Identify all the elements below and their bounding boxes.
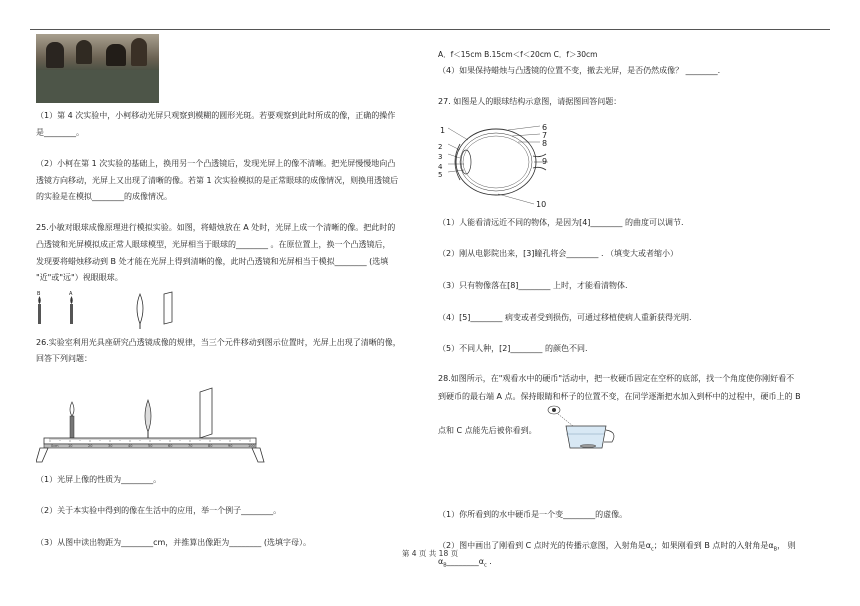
light-screen bbox=[164, 292, 172, 324]
q26-part4: （4）如果保持蜡烛与凸透镜的位置不变，撤去光屏，是否仍然成像？ ________. bbox=[438, 66, 721, 75]
q27-part4: （4）[5]________ 病变或者受到损伤，可通过移植使病人重新获得光明. bbox=[438, 313, 692, 322]
label-a: A bbox=[69, 291, 73, 297]
q25-line4: "近"或"远"）视眼眼球。 bbox=[36, 273, 123, 282]
eye-label-1: 1 bbox=[440, 126, 446, 135]
eye-label-5: 5 bbox=[438, 171, 443, 179]
eye-label-6: 6 bbox=[542, 123, 548, 132]
q27-part3: （3）只有物像落在[8]________ 上时，才能看清物体. bbox=[438, 281, 628, 290]
q26-part1: （1）光屏上像的性质为________。 bbox=[36, 475, 162, 484]
bench-tick-label: 100 bbox=[248, 444, 255, 448]
bench-tick-label: 60 bbox=[168, 444, 173, 448]
eye-label-9: 9 bbox=[542, 157, 548, 166]
q25-line2: 凸透镜和光屏模拟成正常人眼球模型，光屏相当于眼球的________ 。在原位置上，换一个凸透镜后， bbox=[36, 240, 391, 249]
label-b: B bbox=[37, 291, 41, 297]
q24-part1: （1）第 4 次实验中，小柯移动光屏只观察到模糊的圆形光斑。若要观察到此时所成的像，正确的操作 bbox=[36, 111, 396, 120]
q24-part2-line3: 的实验是在模拟________的成像情况。 bbox=[36, 192, 172, 201]
bench-tick-label: 90 bbox=[228, 444, 233, 448]
q28-line2: 到硬币的最右端 A 点。保持眼睛和杯子的位置不变，在同学逐渐把水加入到杯中的过程中，硬币上的 B bbox=[438, 392, 801, 401]
bench-screen bbox=[200, 388, 212, 438]
eye-structure-diagram bbox=[438, 118, 568, 208]
q26-part3: （3）从图中读出物距为________cm，并推算出像距为________ (选填字母）。 bbox=[36, 538, 311, 547]
bench-leg-left bbox=[36, 448, 48, 462]
bench-tick-label: 20 bbox=[88, 444, 93, 448]
bench-tick-label: 70 bbox=[188, 444, 193, 448]
q28-line1: 28.如图所示，在"观看水中的硬币"活动中，把一枚硬币固定在空杯的底部，找一个角度使你刚好看不 bbox=[438, 374, 795, 383]
q25-line1: 25.小敏对眼球成像原理进行模拟实验。如图，将蜡烛放在 A 处时，光屏上成一个清晰的像。把此时的 bbox=[36, 223, 396, 232]
header-rule bbox=[30, 29, 830, 30]
eye-label-8: 8 bbox=[542, 139, 548, 148]
bench-lens bbox=[145, 400, 151, 438]
q27-title: 27. 如图是人的眼球结构示意图，请据图回答问题： bbox=[438, 97, 622, 106]
bench-tick-label: 50 bbox=[148, 444, 153, 448]
q26-line2: 回答下列问题： bbox=[36, 354, 92, 363]
eye-label-10: 10 bbox=[536, 200, 547, 209]
eye-label-4: 4 bbox=[438, 163, 443, 171]
q27-part5: （5）不同人种，[2]________ 的颜色不同. bbox=[438, 344, 588, 353]
optical-bench-figure bbox=[36, 384, 266, 464]
q25-figure bbox=[36, 290, 186, 330]
q26-line1: 26.实验室利用光具座研究凸透镜成像的规律，当三个元件移动到图示位置时，光屏上出现了清晰的像， bbox=[36, 338, 401, 347]
q26-options: A．f＜15cm B.15cm＜f＜20cm C．f＞30cm bbox=[438, 50, 598, 59]
q28-line3: 点和 C 点能先后被你看到。 bbox=[438, 426, 537, 435]
bench-zero-label: 0cm bbox=[51, 444, 59, 448]
eye-label-7: 7 bbox=[542, 131, 548, 140]
bench-leg-right bbox=[252, 448, 264, 462]
q24-part1-blank: 是________。 bbox=[36, 128, 84, 137]
q24-part2-line2: 透镜方向移动，光屏上又出现了清晰的像。若第 1 次实验模拟的是正常眼球的成像情况，则换用透镜后 bbox=[36, 176, 399, 185]
q25-line3: 发现要将蜡烛移动到 B 处才能在光屏上得到清晰的像，此时凸透镜和光屏相当于模拟________ (选填 bbox=[36, 257, 389, 266]
q28-part1: （1）你所看到的水中硬币是一个变________的虚像。 bbox=[438, 510, 628, 519]
classroom-photo bbox=[36, 34, 159, 103]
bench-tick-label: 80 bbox=[208, 444, 213, 448]
bench-tick-label: 10 bbox=[68, 444, 73, 448]
eye-icon bbox=[548, 406, 560, 414]
convex-lens bbox=[137, 294, 143, 329]
q26-part2: （2）关于本实验中得到的像在生活中的应用，举一个例子________。 bbox=[36, 506, 282, 515]
bench-candle bbox=[70, 402, 74, 438]
eye-label-2: 2 bbox=[438, 143, 443, 151]
page-footer: 第 4 页 共 18 页 bbox=[401, 549, 459, 558]
eye-label-3: 3 bbox=[438, 153, 443, 161]
bench-tick-label: 40 bbox=[128, 444, 133, 448]
q28-part2-line2: $\alpha_B\_\_\_\_\_\_\_\_\alpha_c$ . bbox=[438, 557, 492, 569]
q24-part2-line1: （2）小柯在第 1 次实验的基础上，换用另一个凸透镜后，发现光屏上的像不清晰。把光屏慢慢地向凸 bbox=[36, 159, 396, 168]
q28-part2-line1: （2）图中画出了刚看到 C 点时光的传播示意图，入射角是$\alpha_c$；如果刚看到 B 点时的入射角是$\alpha_B$， 则 bbox=[438, 541, 796, 553]
coin-cup-diagram bbox=[546, 404, 626, 454]
bench-tick-label: 30 bbox=[108, 444, 113, 448]
q27-part2: （2）刚从电影院出来，[3]瞳孔将会________ . （填变大或者缩小） bbox=[438, 249, 679, 258]
q27-part1: （1）人能看清远近不同的物体，是因为[4]________ 的曲度可以调节. bbox=[438, 218, 684, 227]
coin bbox=[580, 445, 596, 448]
